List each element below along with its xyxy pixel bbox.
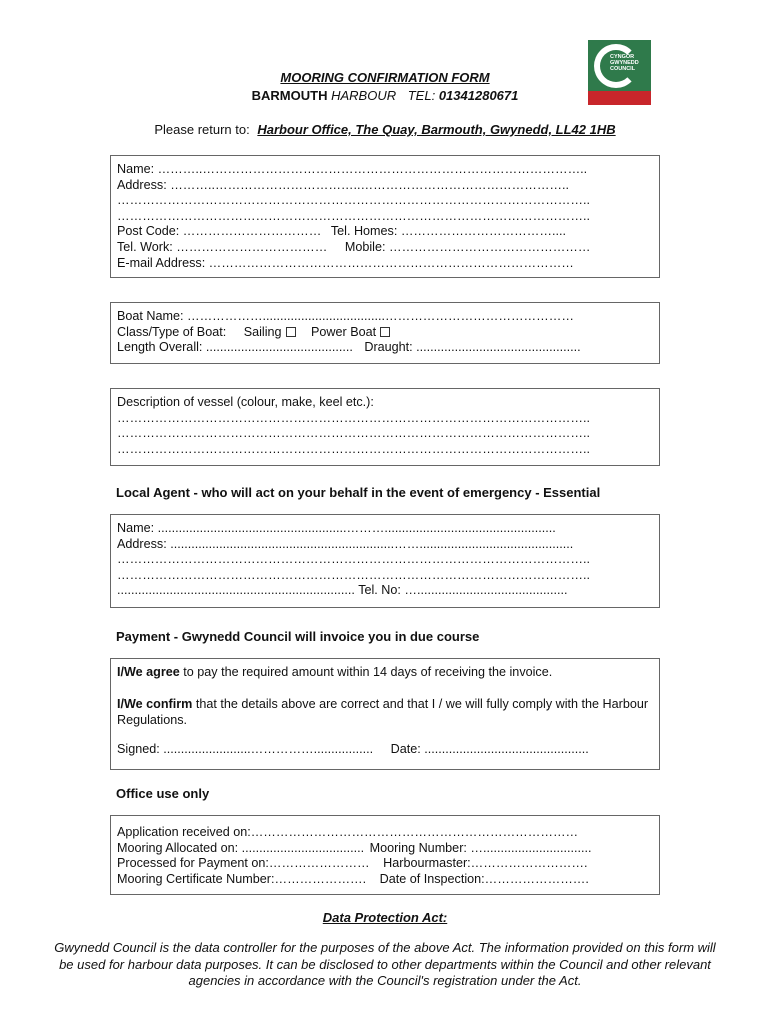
agree-statement <box>117 664 653 680</box>
power-boat-label: Power Boat <box>311 324 377 339</box>
return-address-line <box>0 122 770 137</box>
sailing-label: Sailing <box>243 324 282 339</box>
payment-box <box>110 658 660 770</box>
office-use-heading: Office use only <box>116 786 210 801</box>
logo-text-line1: CYNGOR <box>610 54 635 60</box>
data-protection-title: Data Protection Act: <box>322 910 448 925</box>
mooring-number-field[interactable]: Mooring Number: …............................... <box>369 840 592 855</box>
email-field[interactable]: E-mail Address: …………………………………………………………………………… <box>117 255 574 270</box>
payment-heading: Payment - Gwynedd Council will invoice you in due course <box>116 629 480 644</box>
processed-row <box>117 856 653 872</box>
postcode-field[interactable]: Post Code: …………………………… <box>117 224 322 239</box>
agree-bold: I/We agree <box>117 665 180 679</box>
boat-class-row <box>117 325 653 341</box>
boat-details-box <box>110 302 660 364</box>
harbour-label: HARBOUR <box>331 88 397 103</box>
tel-homes-field[interactable]: Tel. Homes: ……………………………….... <box>330 224 566 239</box>
postcode-row <box>117 224 653 240</box>
signature-row <box>117 742 653 758</box>
tel-label: TEL: <box>407 88 436 103</box>
processed-payment-field[interactable]: Processed for Payment on:…………………… <box>117 856 370 871</box>
allocated-row <box>117 841 653 857</box>
tel-work-field[interactable]: Tel. Work: ……………………………… <box>117 239 328 254</box>
data-protection-text: Gwynedd Council is the data controller for the purposes of the above Act. The information provided on this form will be used for harbour data purposes. It can be disclosed to other departments within the Council and other relevant agencies in accordance with the Council's registration under the Act. <box>54 940 716 988</box>
description-line3[interactable]: ………………………………………………………………………………………………….. <box>117 441 590 456</box>
sailing-checkbox[interactable] <box>286 327 296 337</box>
owner-details-box <box>110 155 660 278</box>
logo-text-line3: COUNCIL <box>610 66 636 72</box>
confirm-bold: I/We confirm <box>117 697 193 711</box>
length-overall-field[interactable]: Length Overall: .......................................... <box>117 340 353 355</box>
return-address: Harbour Office, The Quay, Barmouth, Gwynedd, LL42 1HB <box>257 122 616 137</box>
vessel-description-box <box>110 388 660 466</box>
local-agent-heading: Local Agent - who will act on your behalf in the event of emergency - Essential <box>116 485 601 500</box>
form-title: MOORING CONFIRMATION FORM <box>280 70 490 85</box>
tel-number: 01341280671 <box>438 88 519 103</box>
boat-name-field[interactable]: Boat Name: ………………...................................……………………………………… <box>117 309 574 323</box>
agent-tel-field[interactable]: .................................................................... Tel. No: …........................................... <box>117 583 568 598</box>
certificate-row <box>117 872 653 888</box>
mooring-allocated-field[interactable]: Mooring Allocated on: ................................... <box>117 840 365 855</box>
agent-name-field[interactable]: Name: ......................................................………................................................. <box>117 521 556 535</box>
signed-field[interactable]: Signed: .........................……………................. <box>117 742 374 756</box>
confirm-text: that the details above are correct and that I / we will fully comply with the Harbour Regulations. <box>117 697 649 727</box>
draught-field[interactable]: Draught: ............................................... <box>364 340 581 355</box>
agent-address-line4[interactable]: ………………………………………………………………………………………………….. <box>117 567 590 582</box>
logo-text-line2: GWYNEDD <box>610 60 639 66</box>
boat-class-label: Class/Type of Boat: <box>117 324 227 339</box>
application-received-field[interactable]: Application received on:…………………………………………………………………… <box>117 825 579 839</box>
agent-address-line3[interactable]: ………………………………………………………………………………………………….. <box>117 552 590 567</box>
owner-address-field[interactable]: Address: ………..……………………………..………………………………………….. <box>117 177 570 192</box>
mobile-field[interactable]: Mobile: ………………………………………… <box>344 239 591 254</box>
tel-work-row <box>117 240 653 256</box>
return-label: Please return to: <box>154 122 250 137</box>
harbour-line <box>0 88 770 103</box>
agent-address-field[interactable]: Address: ................................................................……............................................ <box>117 536 574 551</box>
power-boat-checkbox[interactable] <box>380 327 390 337</box>
harbourmaster-field[interactable]: Harbourmaster:………………………. <box>383 856 588 871</box>
description-line1[interactable]: ………………………………………………………………………………………………….. <box>117 410 590 425</box>
harbour-place: BARMOUTH <box>251 88 328 103</box>
office-use-box <box>110 815 660 895</box>
local-agent-box <box>110 514 660 608</box>
date-field[interactable]: Date: ............................................... <box>390 742 589 756</box>
confirm-statement <box>117 696 653 728</box>
owner-address-line3[interactable]: ………………………………………………………………………………………………….. <box>117 193 590 208</box>
inspection-date-field[interactable]: Date of Inspection:……………………. <box>379 871 589 886</box>
description-label: Description of vessel (colour, make, keel etc.): <box>117 395 374 409</box>
description-line2[interactable]: ………………………………………………………………………………………………….. <box>117 426 590 441</box>
length-row <box>117 340 653 356</box>
owner-name-field[interactable]: Name: ………..……………………………………………………………………………….. <box>117 162 588 176</box>
mooring-certificate-field[interactable]: Mooring Certificate Number:…………………. <box>117 871 367 886</box>
agree-text: to pay the required amount within 14 days of receiving the invoice. <box>179 665 553 679</box>
owner-address-line4[interactable]: ………………………………………………………………………………………………….. <box>117 208 590 223</box>
